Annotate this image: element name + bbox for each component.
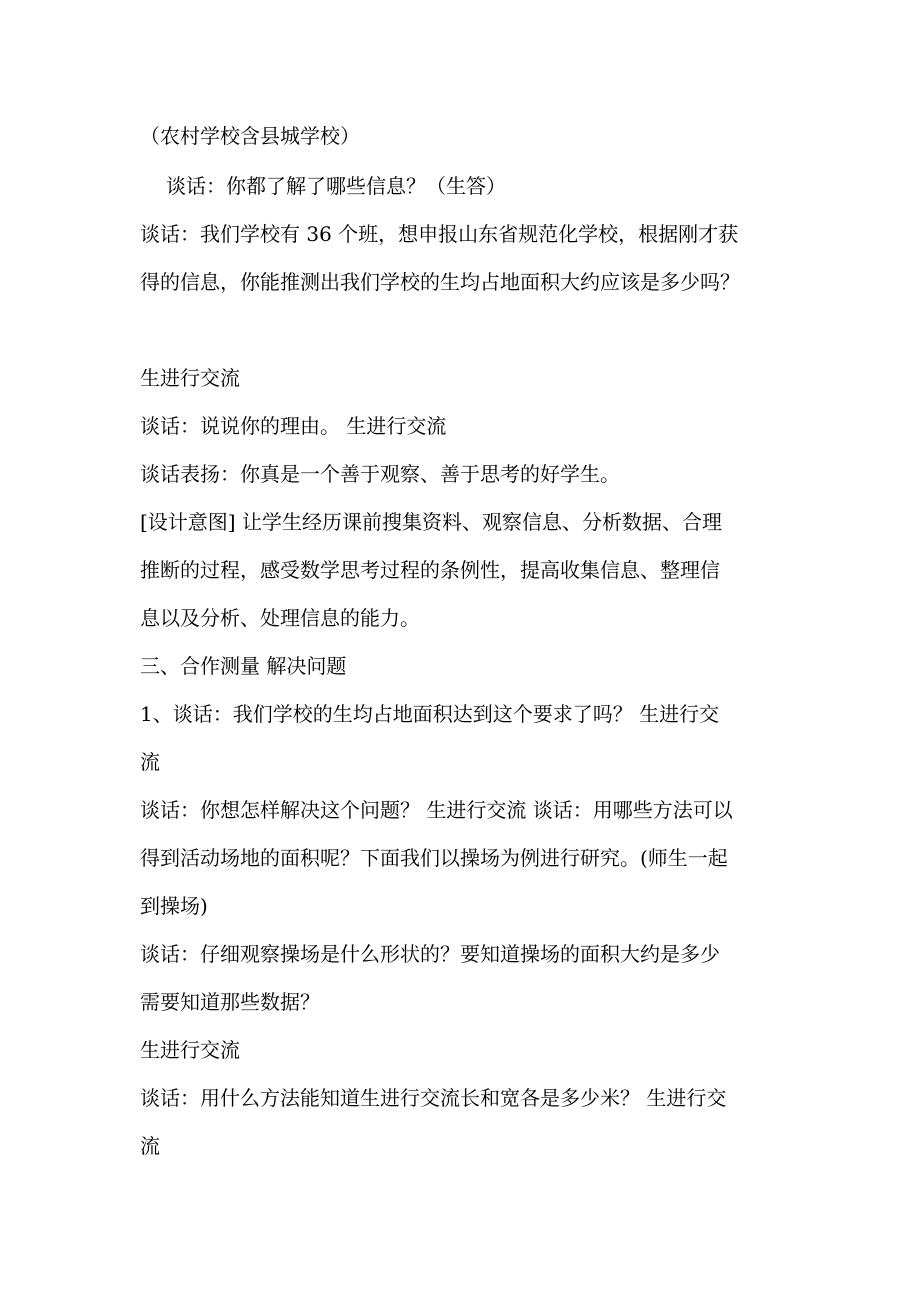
text-line: 需要知道那些数据？ xyxy=(140,990,320,1014)
text-line: 谈话：用什么方法能知道生进行交流长和宽各是多少米？ 生进行交 xyxy=(140,1086,727,1110)
text-line: 谈话：我们学校有 36 个班，想申报山东省规范化学校，根据刚才获 xyxy=(140,222,739,246)
section-heading: 三、合作测量 解决问题 xyxy=(140,654,347,678)
text-line: [设计意图] 让学生经历课前搜集资料、观察信息、分析数据、合理 xyxy=(140,510,722,534)
text-line: 生进行交流 xyxy=(140,366,240,390)
text-line: 谈话：你想怎样解决这个问题？ 生进行交流 谈话：用哪些方法可以 xyxy=(140,798,733,822)
text-line: 到操场) xyxy=(140,894,208,918)
text-line: 流 xyxy=(140,1134,160,1158)
text-line: 流 xyxy=(140,750,160,774)
text-line: 1、谈话：我们学校的生均占地面积达到这个要求了吗？ 生进行交 xyxy=(140,702,720,726)
text-line: 生进行交流 xyxy=(140,1038,240,1062)
text-line: （农村学校含县城学校） xyxy=(140,124,360,148)
text-line: 谈话：仔细观察操场是什么形状的？要知道操场的面积大约是多少 xyxy=(140,942,720,966)
text-line: 息以及分析、处理信息的能力。 xyxy=(140,606,420,630)
text-line: 得的信息，你能推测出我们学校的生均占地面积大约应该是多少吗？ xyxy=(140,270,740,294)
text-line: 推断的过程，感受数学思考过程的条例性，提高收集信息、整理信 xyxy=(140,558,720,582)
text-line: 谈话：说说你的理由。 生进行交流 xyxy=(140,414,447,438)
text-line: 得到活动场地的面积呢？下面我们以操场为例进行研究。(师生一起 xyxy=(140,846,728,870)
text-line: 谈话：你都了解了哪些信息？（生答） xyxy=(166,174,506,198)
text-line: 谈话表扬：你真是一个善于观察、善于思考的好学生。 xyxy=(140,462,620,486)
